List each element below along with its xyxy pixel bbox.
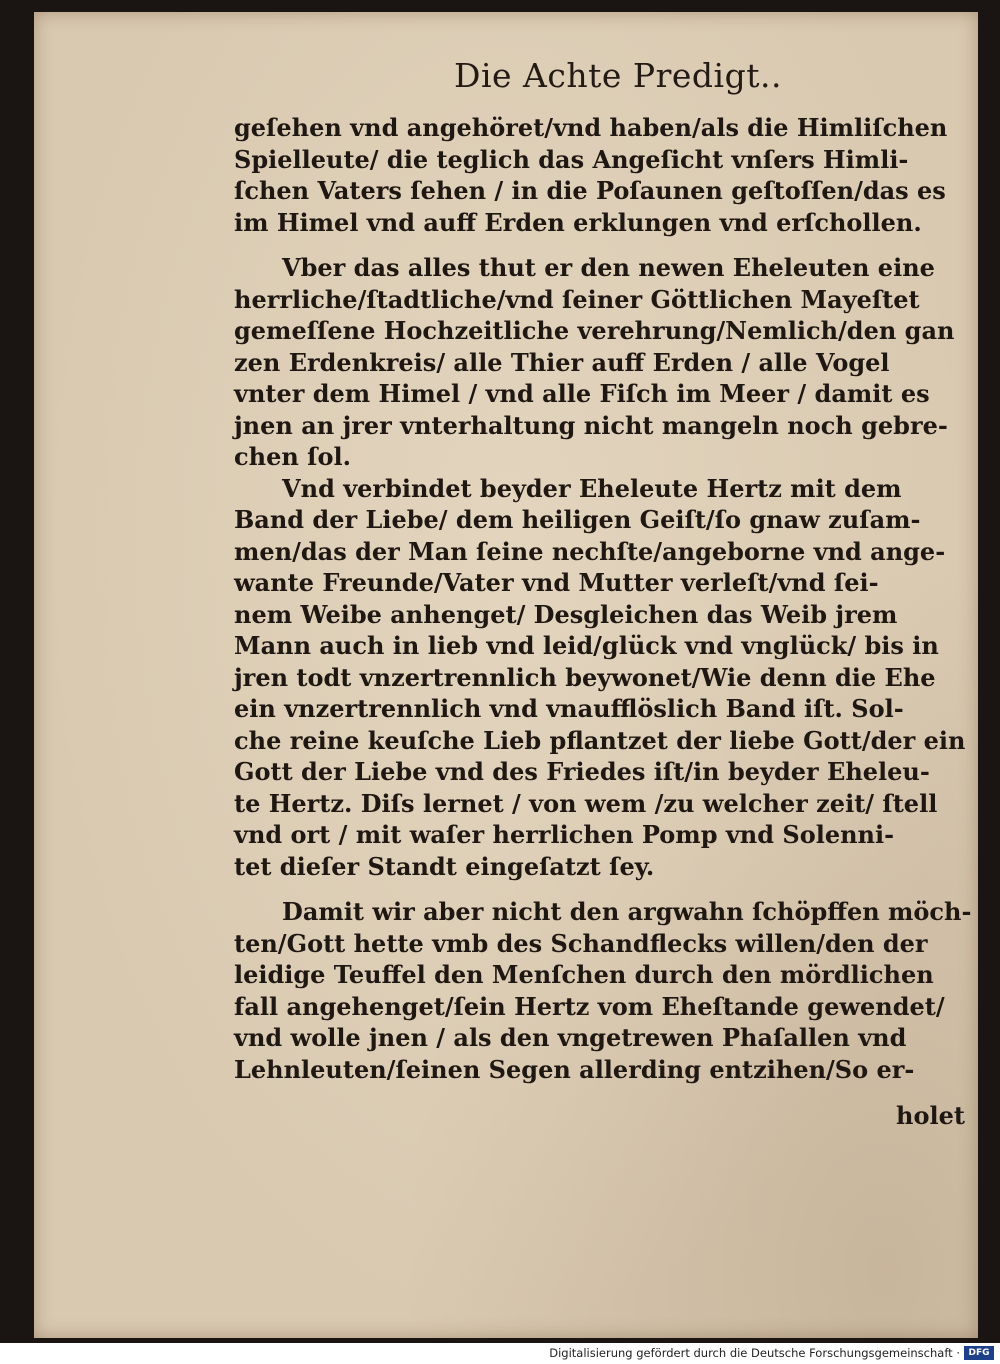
text-line: geſehen vnd angehöret/vnd haben/als die Himliſchen — [234, 113, 948, 142]
text-line: fall angehenget/ſein Hertz vom Eheſtande gewendet/ — [234, 991, 945, 1021]
text-line: chen ſol. — [234, 442, 351, 471]
text-line: Mann auch in lieb vnd leid/glück vnd vnglück/ bis in — [234, 631, 939, 660]
text-line: vnter dem Himel / vnd alle Fiſch im Meer / damit es — [234, 379, 930, 408]
text-line: ten/Gott hette vmb des Schandflecks willen/den der — [234, 928, 928, 958]
footer-credit: Digitalisierung gefördert durch die Deutsche Forschungsgemeinschaft · — [549, 1346, 960, 1360]
text-line: Lehnleuten/ſeinen Segen allerding entzihen/So er- — [234, 1054, 915, 1084]
running-head: Die Achte Predigt.. — [454, 56, 782, 95]
paragraph — [234, 112, 974, 238]
paragraph — [234, 252, 974, 473]
text-line: Gott der Liebe vnd des Friedes iſt/in beyder Eheleu- — [234, 757, 930, 786]
paragraph-gap — [234, 238, 974, 252]
text-line: Spielleute/ die teglich das Angeſicht vnſers Himli- — [234, 144, 909, 174]
paragraph — [234, 473, 974, 883]
text-line: Band der Liebe/ dem heiligen Geiſt/ſo gnaw zuſam- — [234, 505, 921, 534]
text-line: Vber das alles thut er den newen Eheleuten eine — [282, 253, 935, 282]
text-line: gemeſſene Hochzeitliche verehrung/Nemlich/den gan — [234, 316, 955, 345]
text-line: leidige Teuffel den Menſchen durch den mördlichen — [234, 960, 934, 989]
text-line: Vnd verbindet beyder Eheleute Hertz mit dem — [282, 473, 902, 503]
text-line: te Hertz. Diſs lernet / von wem /zu welcher zeit/ ſtell — [234, 788, 938, 818]
text-line: jnen an jrer vnterhaltung nicht mangeln noch gebre- — [234, 410, 948, 440]
text-line: Damit wir aber nicht den argwahn ſchöpffen möch- — [282, 897, 972, 926]
text-line: herrliche/ſtadtliche/vnd ſeiner Göttlichen Mayeſtet — [234, 284, 920, 314]
catchword: holet — [896, 1101, 965, 1130]
text-line: ein vnzertrennlich vnd vnaufflöslich Band iſt. Sol- — [234, 694, 904, 723]
text-line: im Himel vnd auff Erden erklungen vnd erſchollen. — [234, 207, 922, 237]
text-line: vnd ort / mit waſer herrlichen Pomp vnd Solenni- — [234, 820, 895, 849]
text-line: wante Freunde/Vater vnd Mutter verleſt/vnd ſei- — [234, 568, 879, 597]
book-page — [34, 12, 978, 1338]
footer-bar — [0, 1343, 1000, 1364]
paragraph-gap — [234, 882, 974, 896]
text-line: nem Weibe anhenget/ Desgleichen das Weib jrem — [234, 599, 898, 629]
text-line: zen Erdenkreis/ alle Thier auff Erden / alle Vogel — [234, 347, 890, 377]
dfg-logo: DFG — [964, 1346, 994, 1360]
text-line: che reine keuſche Lieb pflantzet der liebe Gott/der ein — [234, 725, 966, 755]
text-line: vnd wolle jnen / als den vngetrewen Phaſallen vnd — [234, 1023, 907, 1052]
text-line: jren todt vnzertrennlich beywonet/Wie denn die Ehe — [234, 662, 936, 692]
paragraph — [234, 896, 974, 1085]
text-block — [234, 112, 974, 1085]
text-line: ſchen Vaters ſehen / in die Poſaunen geſtoſſen/das es — [234, 176, 946, 205]
text-line: tet dieſer Standt eingeſatzt ſey. — [234, 851, 655, 881]
text-line: men/das der Man ſeine nechſte/angeborne vnd ange- — [234, 536, 946, 566]
